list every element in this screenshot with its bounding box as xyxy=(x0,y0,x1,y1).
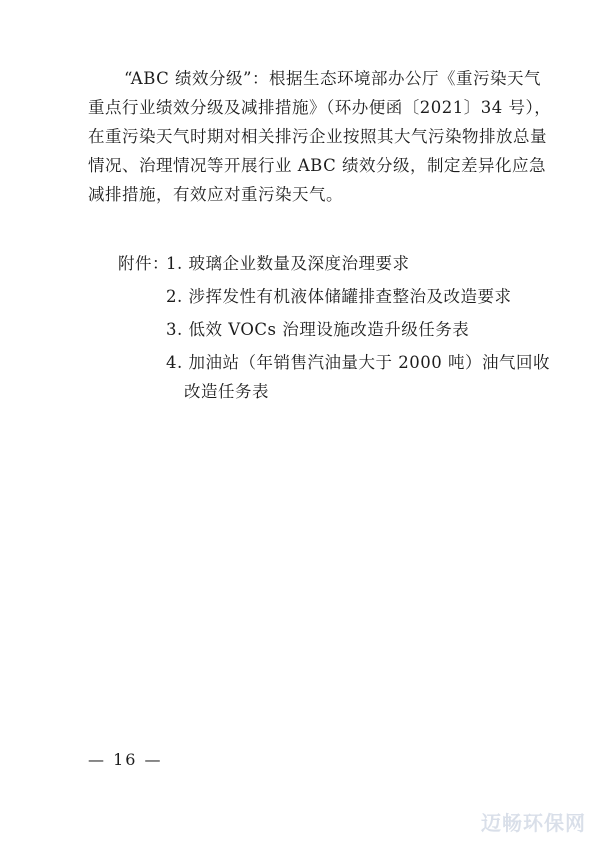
definition-paragraph xyxy=(88,64,552,209)
attachment-item: 4. 加油站（年销售汽油量大于 2000 吨）油气回收 xyxy=(166,353,550,372)
attachment-item-continuation: 改造任务表 xyxy=(184,382,269,401)
paragraph-line: 重点行业绩效分级及减排措施》（环办便函〔2021〕34 号）， xyxy=(88,98,552,117)
attachment-item: 1. 玻璃企业数量及深度治理要求 xyxy=(166,254,410,273)
attachment-item: 2. 涉挥发性有机液体储罐排查整治及改造要求 xyxy=(166,287,512,306)
attachment-item: 3. 低效 VOCs 治理设施改造升级任务表 xyxy=(166,320,470,339)
page-number: — 16 — xyxy=(88,750,163,769)
site-watermark: 迈畅环保网 xyxy=(481,811,586,835)
paragraph-line: 减排措施，有效应对重污染天气。 xyxy=(88,185,343,204)
paragraph-line: “ABC 绩效分级”：根据生态环境部办公厅《重污染天气 xyxy=(124,69,541,88)
paragraph-line: 情况、治理情况等开展行业 ABC 绩效分级，制定差异化应急 xyxy=(88,156,546,175)
paragraph-line: 在重污染天气时期对相关排污企业按照其大气污染物排放总量 xyxy=(88,127,547,146)
attachments-label: 附件： xyxy=(118,254,169,273)
